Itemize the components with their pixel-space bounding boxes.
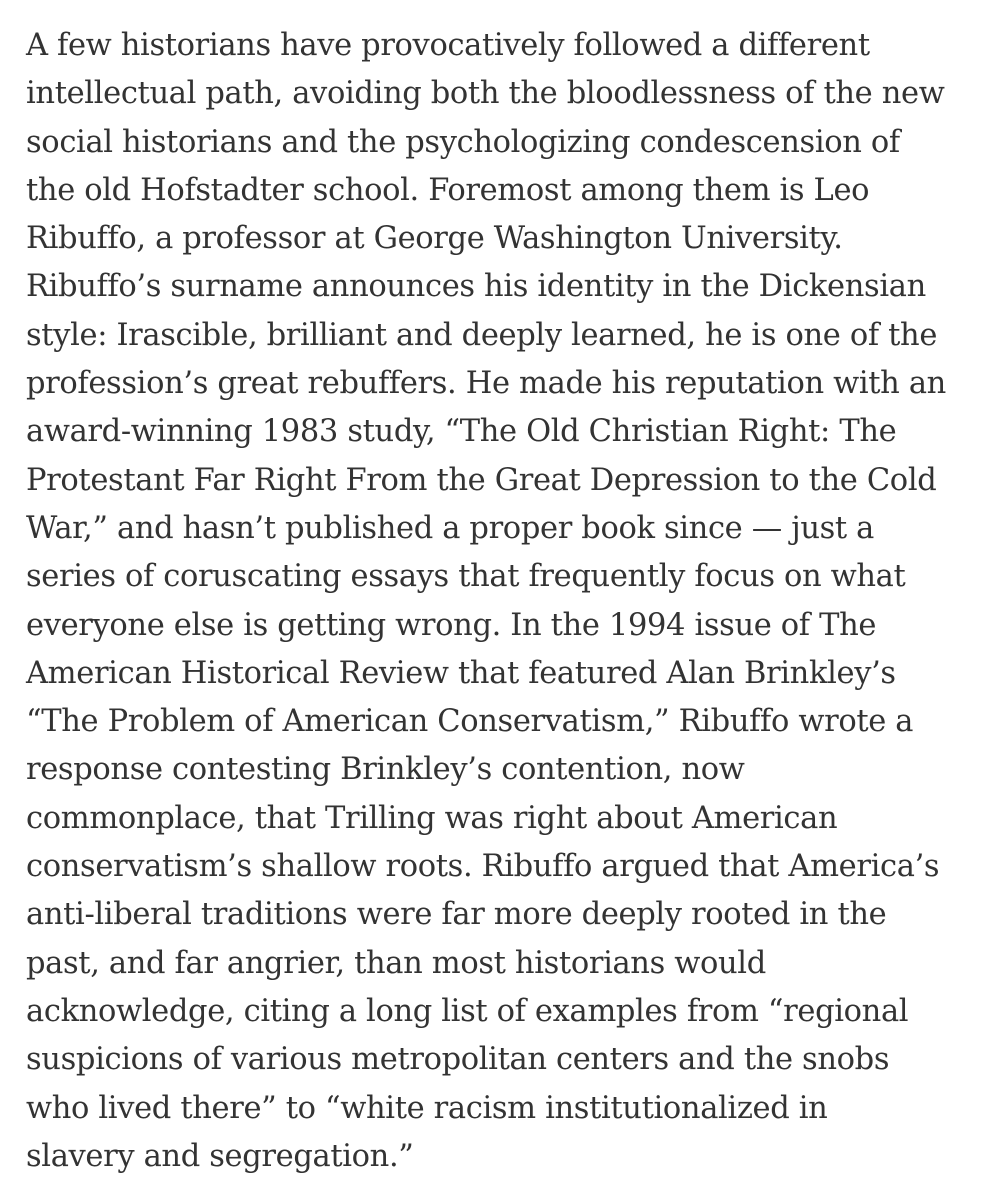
- paragraph-line: anti-liberal traditions were far more deeply rooted in the: [26, 897, 887, 933]
- paragraph-line: everyone else is getting wrong. In the 1994 issue of The: [26, 607, 877, 643]
- paragraph-line: conservatism’s shallow roots. Ribuffo argued that America’s: [26, 849, 940, 885]
- paragraph-line: A few historians have provocatively followed a different: [26, 28, 870, 63]
- paragraph-line: commonplace, that Trilling was right about American: [26, 800, 838, 836]
- paragraph-line: slavery and segregation.”: [26, 1138, 414, 1174]
- paragraph-line: profession’s great rebuffers. He made his reputation with an: [26, 366, 946, 402]
- paragraph-line: social historians and the psychologizing condescension of: [26, 124, 900, 160]
- paragraph-line: Ribuffo, a professor at George Washington University.: [26, 221, 843, 257]
- paragraph-line: intellectual path, avoiding both the bloodlessness of the new: [26, 76, 945, 112]
- paragraph-line: past, and far angrier, than most historians would: [26, 945, 766, 981]
- paragraph-line: who lived there” to “white racism institutionalized in: [26, 1090, 828, 1126]
- paragraph-line: American Historical Review that featured Alan Brinkley’s: [26, 655, 896, 691]
- article-paragraph: [26, 22, 966, 1181]
- paragraph-line: award-winning 1983 study, “The Old Christian Right: The: [26, 414, 897, 450]
- paragraph-line: acknowledge, citing a long list of examples from “regional: [26, 993, 909, 1029]
- paragraph-line: the old Hofstadter school. Foremost among them is Leo: [26, 172, 870, 208]
- paragraph-line: “The Problem of American Conservatism,” Ribuffo wrote a: [26, 704, 914, 740]
- paragraph-line: Protestant Far Right From the Great Depression to the Cold: [26, 462, 937, 498]
- paragraph-line: response contesting Brinkley’s contention, now: [26, 752, 745, 788]
- paragraph-line: Ribuffo’s surname announces his identity in the Dickensian: [26, 269, 926, 305]
- paragraph-line: style: Irascible, brilliant and deeply learned, he is one of the: [26, 317, 938, 353]
- paragraph-line: War,” and hasn’t published a proper book since — just a: [26, 510, 875, 546]
- paragraph-line: suspicions of various metropolitan centers and the snobs: [26, 1042, 890, 1078]
- paragraph-line: series of coruscating essays that frequently focus on what: [26, 559, 906, 595]
